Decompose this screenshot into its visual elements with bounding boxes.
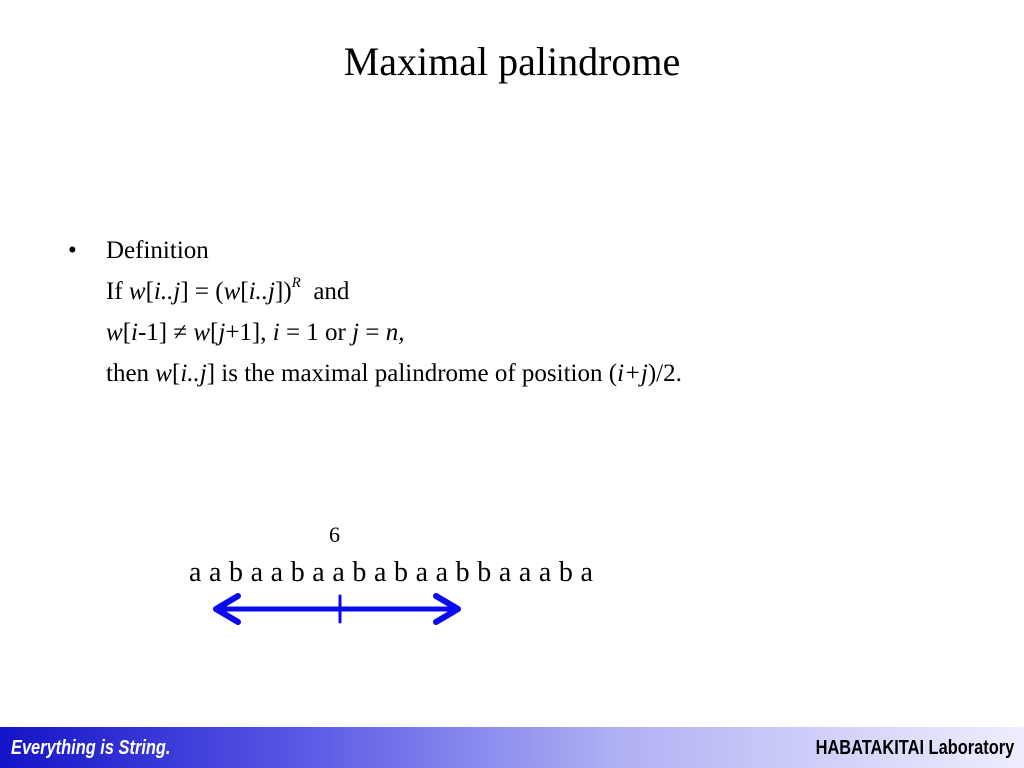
footer-motto: Everything is String. [11, 737, 171, 759]
bullet-dot: • [68, 237, 77, 264]
definition-line-2: w[i-1] ≠ w[j+1], i = 1 or j = n, [106, 319, 405, 346]
definition-line-1: If $w[i..j] = (w[i..j])^R$ and [106, 275, 350, 305]
slide-title: Maximal palindrome [343, 39, 681, 84]
footer-lab-name: HABATAKITAI Laboratory [815, 737, 1014, 759]
string-sequence: a a b a a b a a b a b a a b b a a a b a [189, 557, 594, 588]
definition-heading: Definition [106, 237, 209, 264]
definition-line-3: then w[i..j] is the maximal palindrome of position (i+j)/2. [106, 360, 682, 387]
position-label: 6 [329, 522, 340, 547]
